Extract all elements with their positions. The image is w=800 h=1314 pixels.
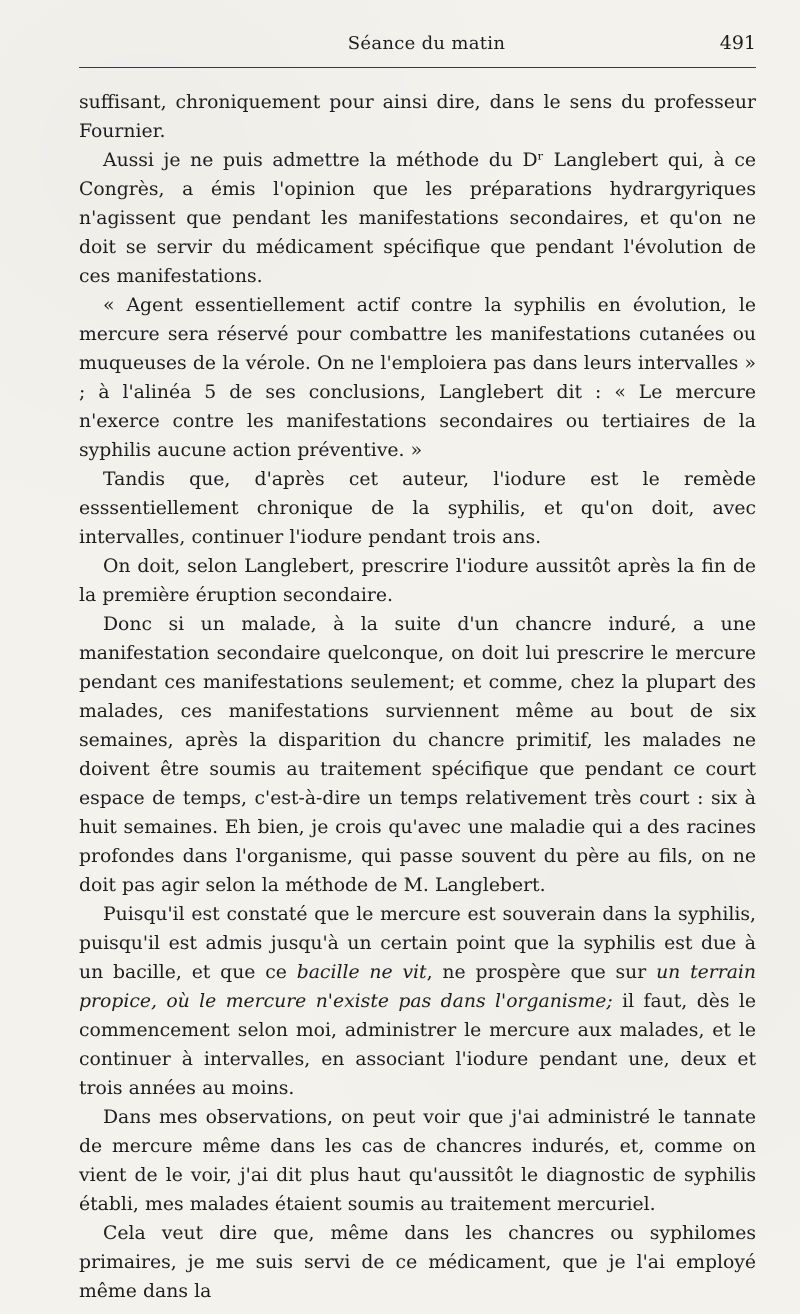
page-number: 491: [719, 32, 756, 54]
paragraph-5: On doit, selon Langlebert, prescrire l'iodure aussitôt après la fin de la première éruption secondaire.: [79, 556, 756, 606]
paragraph-6: Donc si un malade, à la suite d'un chancre induré, a une manifestation secondaire quelconque, on doit lui prescrire le mercure pendant ces manifestations seulement; et comme, chez la plupart des malades, ces manifestations surviennent même au bout de six semaines, après la disparition du chancre primitif, les malades ne doivent être soumis au traitement spécifique que pendant ce court espace de temps, c'est-à-dire un temps relativement très court : six à huit semaines. Eh bien, je crois qu'avec une maladie qui a des racines profondes dans l'organisme, qui passe souvent du père au fils, on ne doit pas agir selon la méthode de M. Langlebert.: [79, 614, 756, 896]
paragraph-7-italic-2: un terrain propice, où le mercure n'existe pas dans l'organisme;: [79, 962, 756, 1012]
paragraph-7-part-3: il faut, dès le commencement selon moi, administrer le mercure aux malades, et le continuer à intervalles, en associant l'iodure pendant une, deux et trois années au moins.: [79, 991, 756, 1099]
paragraph-7-part-1: Puisqu'il est constaté que le mercure est souverain dans la syphilis, puisqu'il est admis jusqu'à un certain point que la syphilis est due à un bacille, et que ce: [79, 904, 756, 983]
page-header: [79, 29, 756, 68]
paragraph-7-part-2: , ne prospère que sur: [426, 962, 657, 983]
paragraph-4: Tandis que, d'après cet auteur, l'iodure est le remède esssentiellement chronique de la syphilis, et qu'on doit, avec intervalles, continuer l'iodure pendant trois ans.: [79, 469, 756, 548]
paragraph-7-italic-1: bacille ne vit: [296, 962, 427, 983]
body-text: [79, 88, 756, 1306]
running-head: Séance du matin: [347, 33, 506, 54]
paragraph-3: « Agent essentiellement actif contre la syphilis en évolution, le mercure sera réservé pour combattre les manifestations cutanées ou muqueuses de la vérole. On ne l'emploiera pas dans leurs intervalles » ; à l'alinéa 5 de ses conclusions, Langlebert dit : « Le mercure n'exerce contre les manifestations secondaires ou tertiaires de la syphilis aucune action préventive. »: [79, 295, 756, 461]
paragraph-1: suffisant, chroniquement pour ainsi dire, dans le sens du professeur Fournier.: [79, 92, 756, 142]
paragraph-2: Aussi je ne puis admettre la méthode du Dʳ Langlebert qui, à ce Congrès, a émis l'opinion que les préparations hydrargyriques n'agissent que pendant les manifestations secondaires, et qu'on ne doit se servir du médicament spécifique que pendant l'évolution de ces manifestations.: [79, 150, 756, 287]
paragraph-9: Cela veut dire que, même dans les chancres ou syphilomes primaires, je me suis servi de ce médicament, que je l'ai employé même dans la: [79, 1223, 756, 1302]
paragraph-8: Dans mes observations, on peut voir que j'ai administré le tannate de mercure même dans les cas de chancres indurés, et, comme on vient de le voir, j'ai dit plus haut qu'aussitôt le diagnostic de syphilis établi, mes malades étaient soumis au traitement mercuriel.: [79, 1107, 756, 1215]
paragraph-7: [79, 900, 756, 1103]
